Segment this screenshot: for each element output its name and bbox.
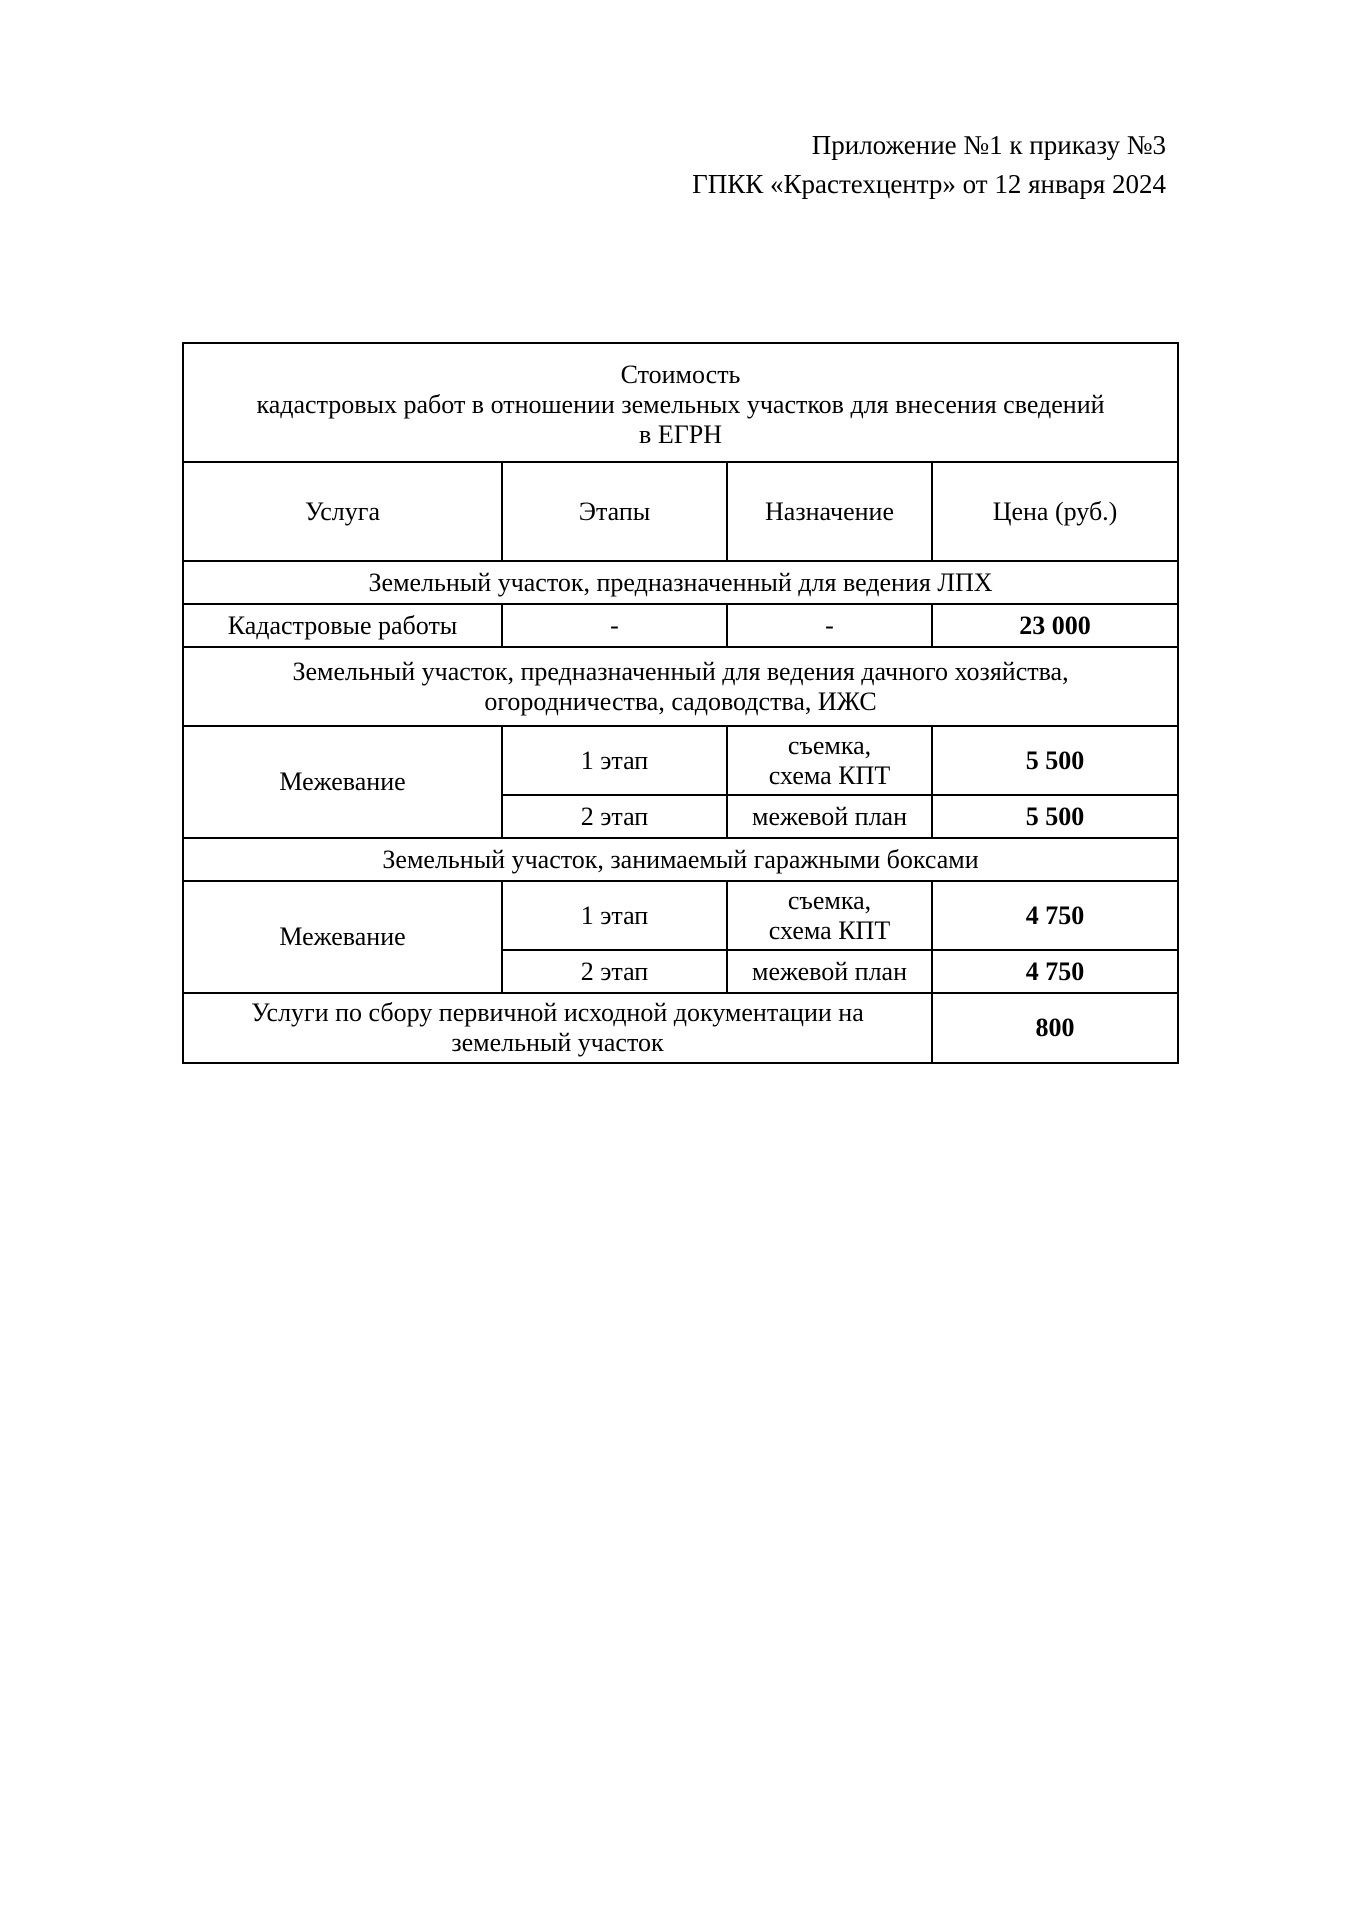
- section-heading-row: [183, 838, 1178, 881]
- table-title-line: кадастровых работ в отношении земельных участков для внесения сведений: [256, 389, 1105, 419]
- service-cell: Кадастровые работы: [183, 604, 502, 647]
- table-title-row: [183, 343, 1178, 462]
- table-title: [183, 343, 1178, 462]
- service-cell: Межевание: [183, 726, 502, 838]
- section-heading-row: [183, 561, 1178, 604]
- price-cell: 4 750: [932, 881, 1178, 950]
- table-title-line: Стоимость: [620, 359, 741, 389]
- service-line: земельный участок: [451, 1028, 664, 1057]
- price-table: [182, 342, 1179, 1064]
- purpose-line: съемка,: [787, 885, 872, 915]
- purpose-cell: [727, 726, 932, 795]
- table-title-line: в ЕГРН: [639, 419, 722, 449]
- service-line: Услуги по сбору первичной исходной документации на: [251, 998, 864, 1027]
- purpose-cell: межевой план: [727, 795, 932, 838]
- table-row: [183, 993, 1178, 1063]
- purpose-cell: [727, 881, 932, 950]
- stage-cell: -: [502, 604, 727, 647]
- section-heading-line: огородничества, садоводства, ИЖС: [484, 686, 877, 716]
- table-row: [183, 881, 1178, 950]
- column-header-service: Услуга: [183, 462, 502, 561]
- purpose-line: съемка,: [787, 730, 872, 760]
- section-heading: [183, 647, 1178, 726]
- price-cell: 5 500: [932, 795, 1178, 838]
- section-heading: Земельный участок, занимаемый гаражными боксами: [183, 838, 1178, 881]
- price-cell: 23 000: [932, 604, 1178, 647]
- column-header-stages: Этапы: [502, 462, 727, 561]
- section-heading-line: Земельный участок, предназначенный для ведения дачного хозяйства,: [292, 656, 1069, 686]
- purpose-line: схема КПТ: [768, 915, 891, 945]
- purpose-cell: межевой план: [727, 950, 932, 993]
- table-row: [183, 726, 1178, 795]
- header-appendix-line: Приложение №1 к приказу №3: [811, 130, 1166, 160]
- table-row: [183, 604, 1178, 647]
- stage-cell: 1 этап: [502, 881, 727, 950]
- purpose-line: схема КПТ: [768, 760, 891, 790]
- header-organization-line: ГПКК «Крастехцентр» от 12 января 2024: [692, 169, 1166, 199]
- price-cell: 5 500: [932, 726, 1178, 795]
- service-cell: [183, 993, 932, 1063]
- column-header-purpose: Назначение: [727, 462, 932, 561]
- stage-cell: 2 этап: [502, 950, 727, 993]
- service-cell: Межевание: [183, 881, 502, 993]
- section-heading: Земельный участок, предназначенный для ведения ЛПХ: [183, 561, 1178, 604]
- stage-cell: 1 этап: [502, 726, 727, 795]
- purpose-cell: -: [727, 604, 932, 647]
- column-header-price: Цена (руб.): [932, 462, 1178, 561]
- price-cell: 4 750: [932, 950, 1178, 993]
- document-header: [692, 126, 1166, 204]
- stage-cell: 2 этап: [502, 795, 727, 838]
- price-cell: 800: [932, 993, 1178, 1063]
- section-heading-row: [183, 647, 1178, 726]
- column-header-row: [183, 462, 1178, 561]
